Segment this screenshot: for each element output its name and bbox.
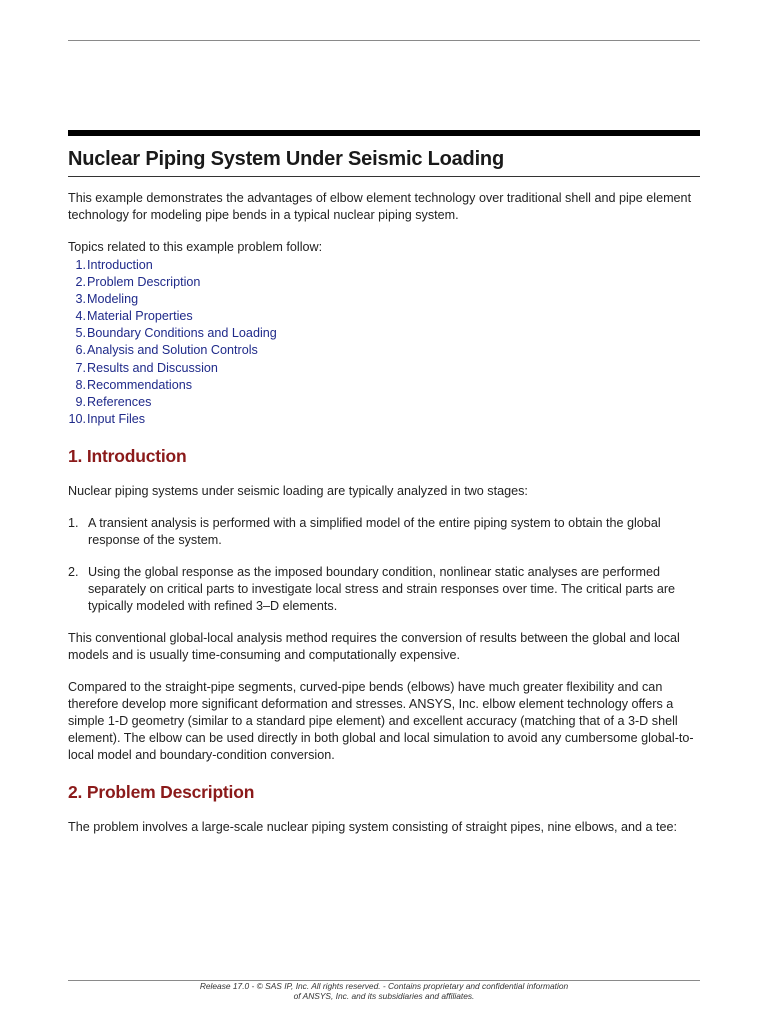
topics-lead: Topics related to this example problem follow: xyxy=(68,240,323,254)
document-body xyxy=(68,190,702,851)
toc-item-problem-description[interactable]: 2.Problem Description xyxy=(75,275,201,290)
stage-item: 2. Using the global response as the imposed boundary condition, nonlinear static analyses are performed separately on critical parts to investigate local stress and strain responses over time. The critical parts are typically modeled with refined 3–D elements. xyxy=(68,564,676,613)
toc-item-material-properties[interactable]: 4.Material Properties xyxy=(75,309,193,324)
toc-item-references[interactable]: 9.References xyxy=(75,394,152,409)
stage-text: A transient analysis is performed with a simplified model of the entire piping system to obtain the global response of the system. xyxy=(88,515,661,547)
toc-item-analysis-controls[interactable]: 6.Analysis and Solution Controls xyxy=(75,343,258,358)
footer-line: Release 17.0 - © SAS IP, Inc. All rights reserved. - Contains proprietary and confidential information xyxy=(199,981,569,991)
analysis-stages-list xyxy=(68,515,702,615)
toc-item-modeling[interactable]: 3.Modeling xyxy=(75,292,139,307)
title-bar xyxy=(68,130,700,136)
section-heading-introduction: 1. Introduction xyxy=(68,445,187,466)
toc-item-input-files[interactable]: 10.Input Files xyxy=(68,411,146,426)
topics-list xyxy=(68,257,702,428)
toc-item-recommendations[interactable]: 8.Recommendations xyxy=(75,377,192,392)
toc-link[interactable]: Introduction xyxy=(87,258,153,272)
toc-item-results[interactable]: 7.Results and Discussion xyxy=(75,360,218,375)
toc-link[interactable]: Boundary Conditions and Loading xyxy=(87,326,277,341)
stage-item: 1. A transient analysis is performed with a simplified model of the entire piping system to obtain the global response of the system. xyxy=(68,515,661,547)
problem-description-paragraph: The problem involves a large-scale nuclear piping system consisting of straight pipes, nine elbows, and a tee: xyxy=(68,819,678,834)
toc-link[interactable]: Problem Description xyxy=(87,275,201,290)
introduction-lead: Nuclear piping systems under seismic loading are typically analyzed in two stages: xyxy=(68,483,528,498)
toc-link[interactable]: References xyxy=(87,394,152,409)
stage-text: Using the global response as the imposed boundary condition, nonlinear static analyses are performed separately on critical parts to investigate local stress and strain responses over time. The critical parts are typically modeled with refined 3–D elements. xyxy=(88,564,676,613)
intro-paragraph: This example demonstrates the advantages of elbow element technology over traditional shell and pipe element technology for modeling pipe bends in a typical nuclear piping system. xyxy=(68,191,692,222)
footer xyxy=(68,981,700,1001)
header-rule xyxy=(68,40,700,41)
toc-link[interactable]: Modeling xyxy=(87,292,139,307)
toc-link[interactable]: Recommendations xyxy=(87,377,192,392)
elbow-technology-paragraph: Compared to the straight-pipe segments, curved-pipe bends (elbows) have much greater flexibility and can therefore develop more significant deformation and stresses. ANSYS, Inc. elbow element technology offers a simple 1-D geometry (similar to a standard pipe element) and excellent accuracy (matching that of a 3-D shell element). The elbow can be used directly in both global and local simulation to avoid any cumbersome global-to-local model and boundary-condition conversion. xyxy=(68,679,694,762)
toc-link[interactable]: Input Files xyxy=(87,411,146,426)
toc-link[interactable]: Results and Discussion xyxy=(87,360,218,375)
toc-item-boundary-conditions[interactable]: 5.Boundary Conditions and Loading xyxy=(75,326,277,341)
toc-link[interactable]: Material Properties xyxy=(87,309,193,324)
footer-line: of ANSYS, Inc. and its subsidiaries and affiliates. xyxy=(293,991,475,1001)
toc-link[interactable]: Analysis and Solution Controls xyxy=(87,343,258,358)
page-title: Nuclear Piping System Under Seismic Loading xyxy=(68,148,700,177)
section-heading-problem-description: 2. Problem Description xyxy=(68,781,255,802)
global-local-paragraph: This conventional global-local analysis method requires the conversion of results between the global and local models and is usually time-consuming and computationally expensive. xyxy=(68,630,680,662)
toc-item-introduction[interactable]: 1.Introduction xyxy=(75,258,153,272)
